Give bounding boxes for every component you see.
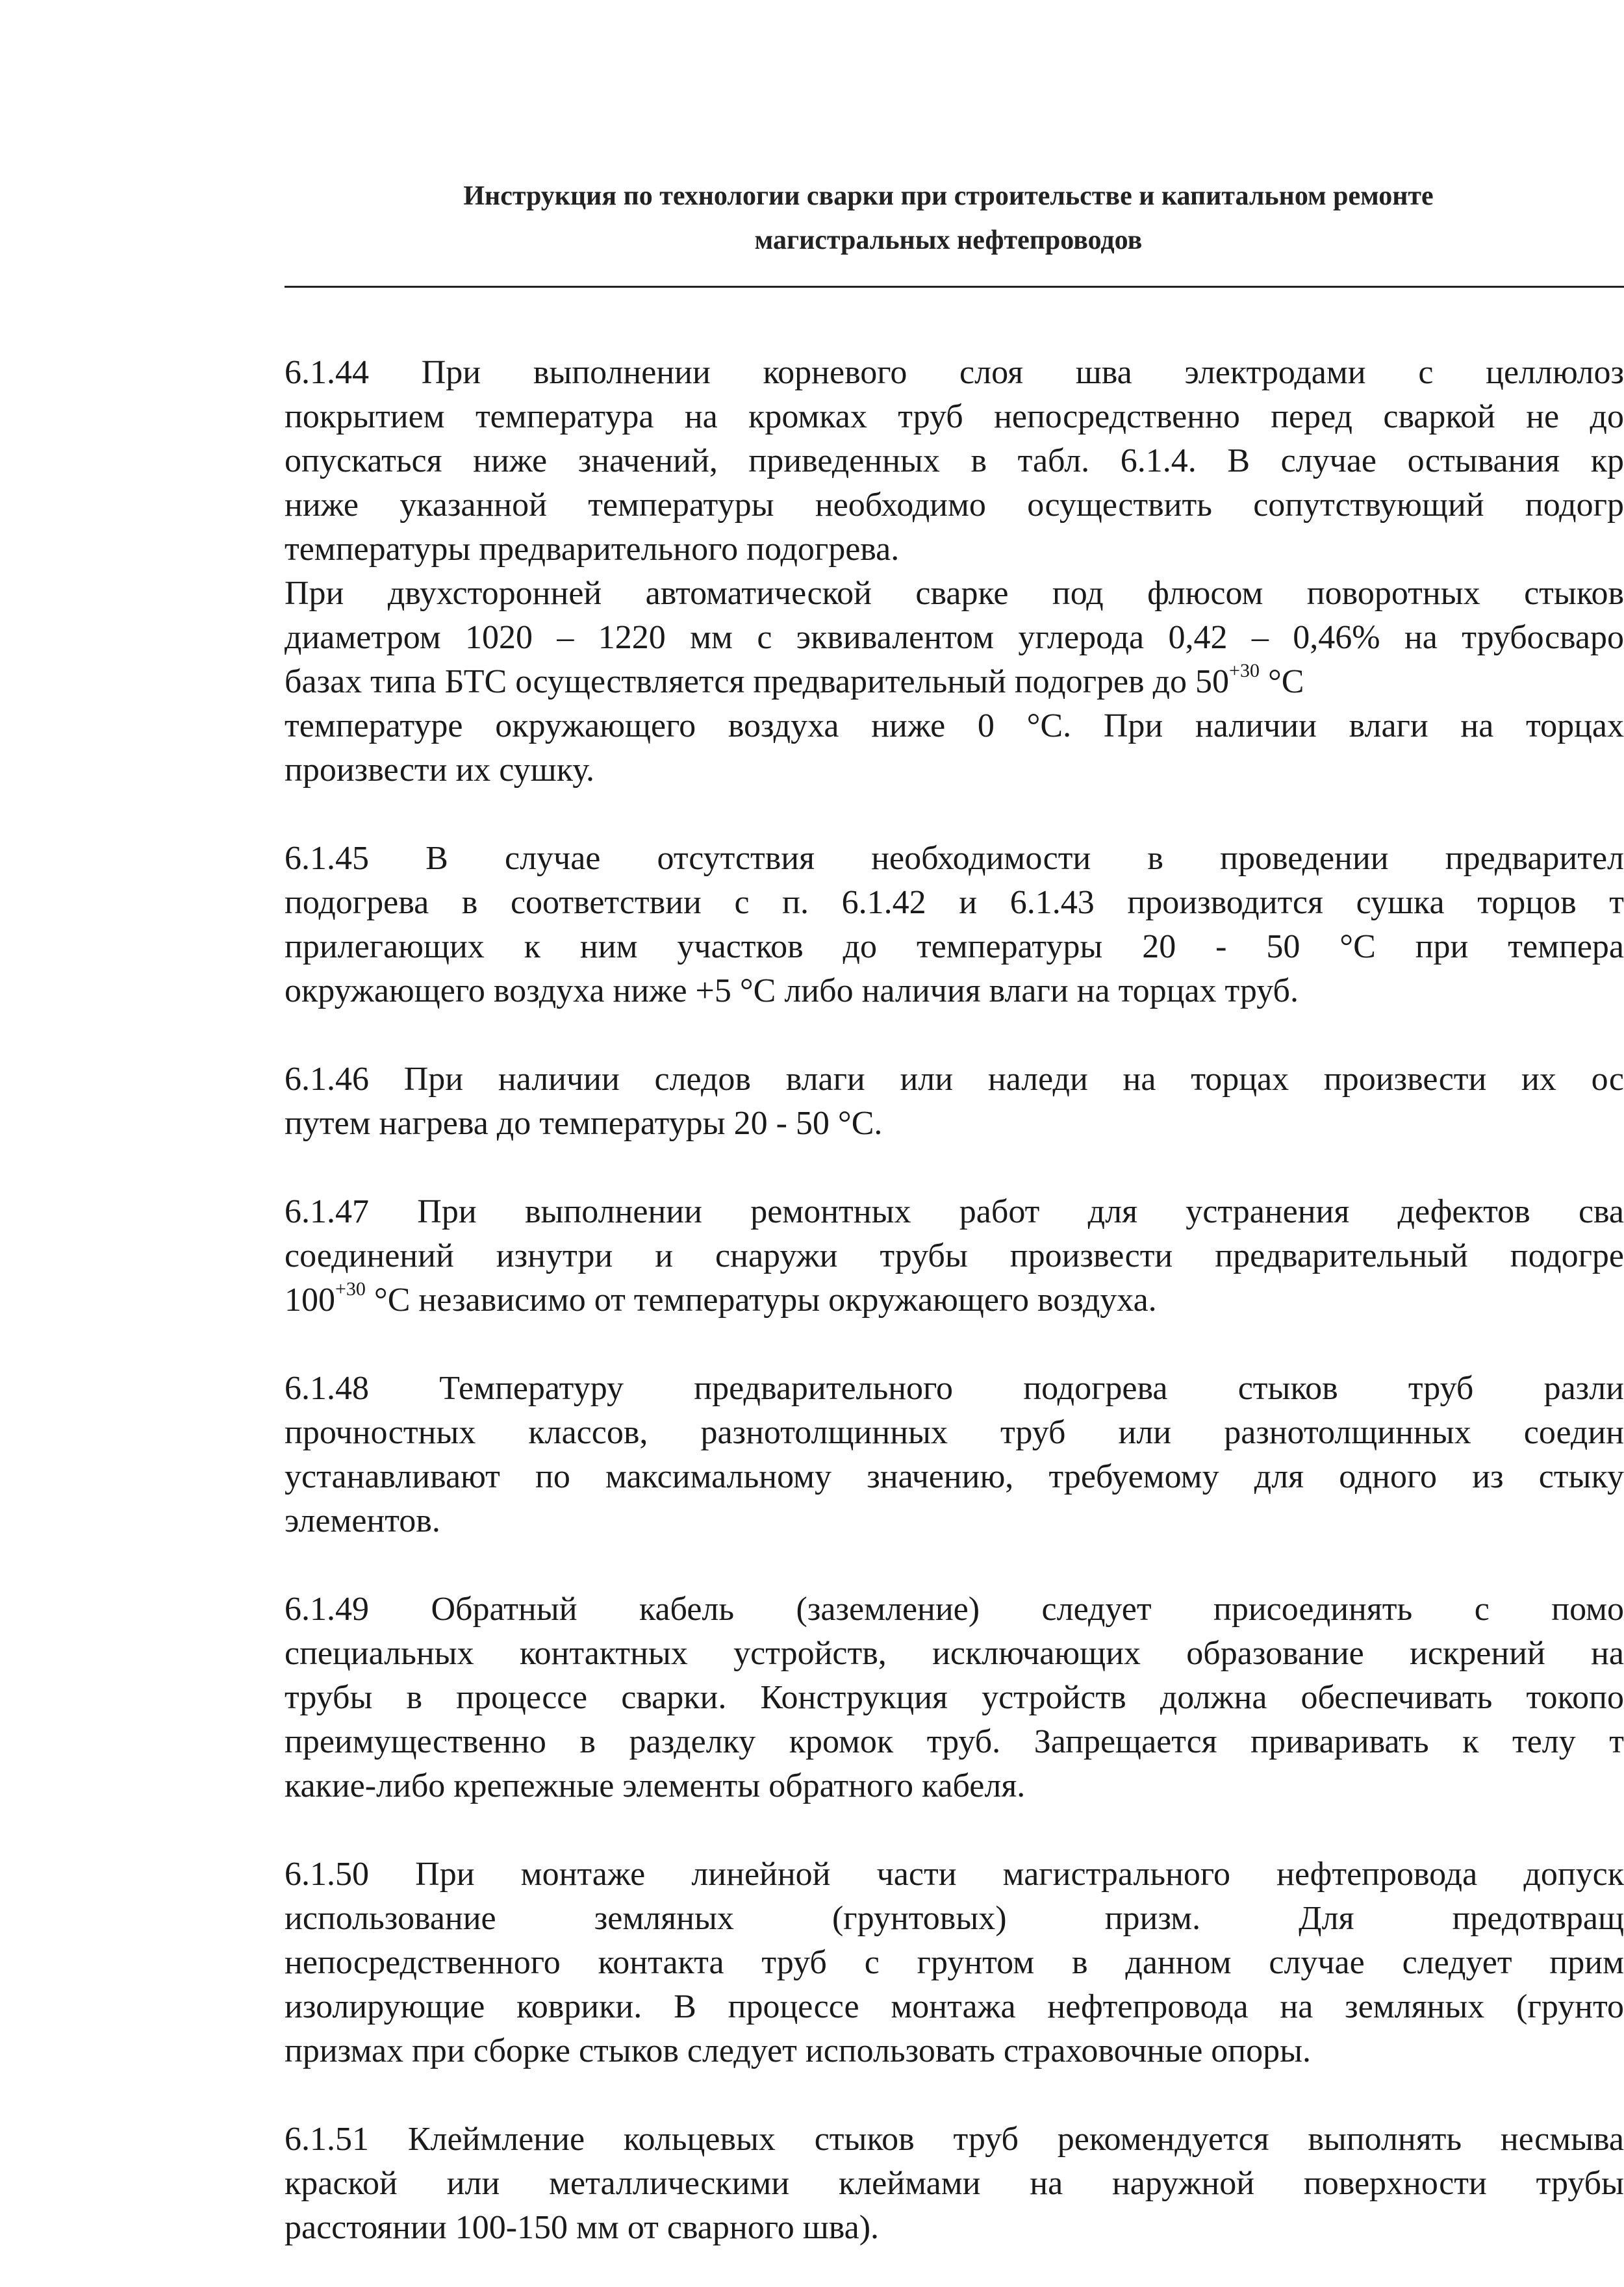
paragraph-spacer <box>285 1808 1624 1852</box>
header-title-line-1: Инструкция по технологии сварки при строительстве и капитальном ремонте <box>463 181 1434 211</box>
paragraph-6-1-44-continuation <box>285 572 1624 792</box>
text-line: прочностных классов, разнотолщинных труб или разнотолщинных соедин <box>285 1414 1624 1451</box>
text-line: 6.1.48 Температуру предварительного подогрева стыков труб разли <box>285 1370 1624 1407</box>
text-line: соединений изнутри и снаружи трубы произвести предварительный подогре <box>285 1237 1624 1274</box>
text-line: элементов. <box>285 1502 440 1539</box>
text-line: произвести их сушку. <box>285 752 595 789</box>
text-line: прилегающих к ним участков до температуры 20 - 50 °С при темпера <box>285 928 1624 965</box>
text-fragment: 100 <box>285 1282 335 1319</box>
paragraph-spacer <box>285 2073 1624 2117</box>
header-title-line-2: магистральных нефтепроводов <box>754 225 1143 255</box>
paragraph-spacer <box>285 1146 1624 1190</box>
document-body <box>285 351 1624 2250</box>
text-line: 6.1.51 Клеймление кольцевых стыков труб рекомендуется выполнять несмыва <box>285 2121 1624 2158</box>
paragraph-6-1-47 <box>285 1190 1624 1322</box>
text-line: какие-либо крепежные элементы обратного кабеля. <box>285 1767 1026 1804</box>
paragraph-6-1-49 <box>285 1587 1624 1808</box>
text-line: краской или металлическими клеймами на наружной поверхности трубы <box>285 2165 1624 2202</box>
text-line-with-superscript <box>285 660 1624 704</box>
paragraph-spacer <box>285 1543 1624 1587</box>
text-fragment: °С <box>1259 663 1304 700</box>
text-line: 6.1.46 При наличии следов влаги или наледи на торцах произвести их ос <box>285 1061 1624 1098</box>
paragraph-spacer <box>285 1322 1624 1367</box>
paragraph-6-1-45 <box>285 837 1624 1013</box>
text-line: опускаться ниже значений, приведенных в табл. 6.1.4. В случае остывания кр <box>285 442 1624 479</box>
text-line: непосредственного контакта труб с грунтом в данном случае следует прим <box>285 1944 1624 1981</box>
text-line: 6.1.50 При монтаже линейной части магистрального нефтепровода допуск <box>285 1856 1624 1893</box>
text-line: преимущественно в разделку кромок труб. Запрещается приваривать к телу т <box>285 1723 1624 1760</box>
paragraph-6-1-50 <box>285 1852 1624 2073</box>
text-line: окружающего воздуха ниже +5 °С либо наличия влаги на торцах труб. <box>285 972 1299 1009</box>
text-line-with-superscript <box>285 1278 1624 1322</box>
document-header <box>279 174 1618 262</box>
text-line: диаметром 1020 – 1220 мм с эквивалентом углерода 0,42 – 0,46% на трубосваро <box>285 619 1624 656</box>
text-line: 6.1.47 При выполнении ремонтных работ для устранения дефектов сва <box>285 1193 1624 1230</box>
text-line: трубы в процессе сварки. Конструкция устройств должна обеспечивать токопо <box>285 1679 1624 1716</box>
paragraph-6-1-48 <box>285 1367 1624 1543</box>
text-line: подогрева в соответствии с п. 6.1.42 и 6.1.43 производится сушка торцов т <box>285 884 1624 921</box>
text-line: При двухсторонней автоматической сварке под флюсом поворотных стыков <box>285 575 1624 612</box>
header-divider <box>285 286 1624 288</box>
paragraph-spacer <box>285 1013 1624 1057</box>
text-line: 6.1.49 Обратный кабель (заземление) следует присоединять с помо <box>285 1591 1624 1628</box>
text-line: 6.1.44 При выполнении корневого слоя шва электродами с целлюлоз <box>285 354 1624 391</box>
text-line: покрытием температура на кромках труб непосредственно перед сваркой не до <box>285 398 1624 435</box>
superscript-tolerance: +30 <box>335 1278 366 1300</box>
text-line: ниже указанной температуры необходимо осуществить сопутствующий подогр <box>285 486 1624 524</box>
text-line: специальных контактных устройств, исключающих образование искрений на <box>285 1635 1624 1672</box>
paragraph-6-1-44 <box>285 351 1624 572</box>
paragraph-spacer <box>285 792 1624 837</box>
paragraph-6-1-51 <box>285 2117 1624 2250</box>
text-line: 6.1.45 В случае отсутствия необходимости в проведении предварител <box>285 840 1624 877</box>
text-line: призмах при сборке стыков следует использовать страховочные опоры. <box>285 2032 1312 2069</box>
text-line: расстоянии 100-150 мм от сварного шва). <box>285 2209 880 2246</box>
text-fragment: °С независимо от температуры окружающего воздуха. <box>365 1282 1157 1319</box>
text-fragment: базах типа БТС осуществляется предварительный подогрев до 50 <box>285 663 1230 700</box>
superscript-tolerance: +30 <box>1229 660 1260 681</box>
text-line: изолирующие коврики. В процессе монтажа нефтепровода на земляных (грунто <box>285 1988 1624 2025</box>
text-line: температуры предварительного подогрева. <box>285 531 900 568</box>
text-line: устанавливают по максимальному значению, требуемому для одного из стыку <box>285 1458 1624 1495</box>
text-line: температуре окружающего воздуха ниже 0 °С. При наличии влаги на торцах <box>285 707 1624 744</box>
text-line: использование земляных (грунтовых) призм. Для предотвращ <box>285 1900 1624 1937</box>
paragraph-6-1-46 <box>285 1057 1624 1146</box>
text-line: путем нагрева до температуры 20 - 50 °С. <box>285 1105 883 1142</box>
